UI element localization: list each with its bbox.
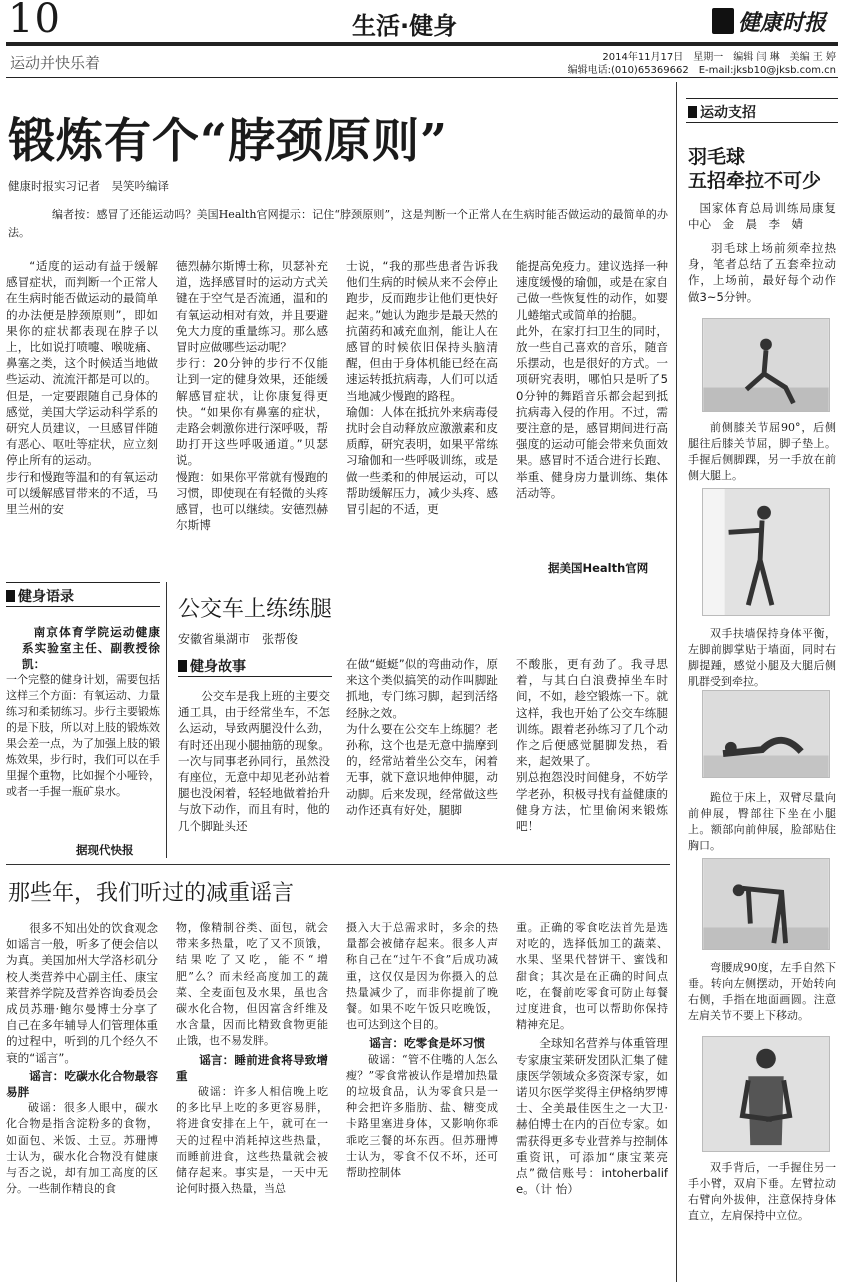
diet-col-3-text: 摄入大于总需求时，多余的热量都会被储存起来。很多人声称自己在“过午不食”后成功减重，这仅仅是因为你摄入的总热量减少了，而非你提前了晚餐。如果不吃午饭只吃晚饭，也可达到这个目的。 <box>346 921 498 1032</box>
sidebar-caption-2: 双手扶墙保持身体平衡，左脚前脚掌贴于墙面，同时右脚提踵，感觉小腿及大腿后侧肌群受到牵拉。 <box>688 627 836 688</box>
diet-title: 那些年，我们听过的减重谣言 <box>8 881 295 906</box>
diet-col-3-sub: 谣言：吃零食是坏习惯 <box>369 1036 486 1051</box>
sidebar-tag: 运动支招 <box>688 102 756 122</box>
main-col-1-text: “适度的运动有益于缓解感冒症状，而判断一个正常人在生病时能否做运动的最简单的办法便是脖颈原则”，即如果你的症状都表现在脖子以上，比如说打喷嚏、喉咙痛、鼻塞之类，这个时候适当地做些运动、流流汗都是可以的。 但是，一定要跟随自己身体的感觉，美国大学运动科学系的研究人员建议，一旦感冒伴随有恶心、呕吐等症状，应立刻停止所有的运动。 步行和慢跑等温和的有氧运动可以缓解感冒带来的不适，马里兰州的安 <box>6 259 158 517</box>
diet-col-2-text: 物，像精制谷类、面包，就会带来多热量，吃了又不顶饿，结果吃了又吃，能不“增肥”么？而未经高度加工的蔬菜、全麦面包及水果，虽也含碳水化合物，但因富含纤维及水含量，因而比精致食物更能止饿，也不易发胖。 <box>176 921 328 1048</box>
bus-col-3 <box>516 656 668 856</box>
main-col-1 <box>6 258 158 576</box>
main-col-2 <box>176 258 328 576</box>
header-rule <box>6 42 838 46</box>
sub-column-label: 运动并快乐着 <box>10 54 101 72</box>
wall-stretch-figure-icon <box>703 489 829 615</box>
main-col-3-text: 士说，“我的那些患者告诉我他们生病的时候从来不会停止跑步，反而跑步让他们更快好起来。”她认为跑步是最天然的抗菌药和减充血剂，能让人在感冒的时候依旧保持头脑清醒，但由于身体机能已经在高速运转抵抗病毒，人们可以适当地减少慢跑的路程。 瑜伽：人体在抵抗外来病毒侵扰时会自动释放应激激素和皮质醇，研究表明，如果平常练习瑜伽和一些呼吸训练，或是做一些柔和的伸展运动，可以帮助缓解压力，减少头疼、感冒引起的不适，更 <box>346 259 498 517</box>
sidebar-title-1: 羽毛球 <box>688 146 746 168</box>
bus-col-1-text: 公交车是我上班的主要交通工具，由于经常坐车，不怎么运动，导致两腿没什么劲，有时还出现小腿抽筋的现象。一次与同事老孙同行，虽然没有座位，无意中却见老孙站着腿也没闲着，轻轻地做着抬升与放下动作，而且有时，他的几个脚趾头还 <box>178 689 330 833</box>
diet-col-2-body: 破谣：许多人相信晚上吃的多比早上吃的多更容易胖，将进食安排在上午，就可在一天的过程中消耗掉这些热量，而睡前进食，这些热量就会被储存起来。事实是，一天中无论何时摄入热量，当总 <box>176 1085 328 1196</box>
quote-divider <box>166 582 167 858</box>
main-col-4 <box>516 258 668 558</box>
header-rule-thin <box>6 77 838 78</box>
diet-col-3-body: 破谣：“管不住嘴的人怎么瘦？”零食常被认作是增加热量的垃圾食品，认为零食只是一种会把许多脂肪、盐、糖变成卡路里塞进身体，又影响你乖乖吃三餐的坏东西。但苏珊博士认为，零食不仅不坏，还可帮助控制体 <box>346 1052 498 1180</box>
main-col-4-text: 能提高免疫力。建议选择一种速度缓慢的瑜伽，或是在家自己做一些恢复性的动作，如婴儿蜷缩式或简单的抬腿。 此外，在家打扫卫生的同时，放一些自己喜欢的音乐，随音乐摆动，也是很好的方式。一项研究表明，哪怕只是听了50分钟的舞蹈音乐都会起到抵抗病毒入侵的作用。不过，需要注意的是，感冒期间进行高强度的运动可能会带来负面效果。感冒时不适合进行长跑、举重、健身房力量训练、集体活动等。 <box>516 259 668 500</box>
bus-story-author: 安徽省巢湖市 张帮俊 <box>178 632 299 646</box>
lunge-stretch-photo <box>702 318 830 412</box>
sidebar-caption-5: 双手背后，一手握住另一手小臂，双肩下垂。左臂拉动右臂向外拔伸，注意保持身体直立，左肩保持中立位。 <box>688 1161 836 1222</box>
masthead-logo <box>712 4 838 38</box>
quote-top-rule <box>6 582 160 583</box>
main-col-2-text: 德烈赫尔斯博士称，贝瑟补充道，选择感冒时的运动方式关键在于空气是否流通，温和的有氧运动相对有效，并且要避免大力度的重量练习。那么感冒时应做哪些运动呢？ 步行：20分钟的步行不仅能让到一定的健身效果，还能缓解感冒症状，让你康复得更快。“如果你有鼻塞的症状，走路会刺激你进行深呼吸，帮助打开这些呼吸通道。”贝瑟说。 慢跑：如果你平常就有慢跑的习惯，即使现在有轻微的头疼感冒，也可以继续。安德烈赫尔斯博 <box>176 259 328 533</box>
kneeling-figure-icon <box>703 691 829 777</box>
sidebar-title-2: 五招牵拉不可少 <box>688 170 822 192</box>
quote-tag-rule <box>6 606 160 607</box>
main-col-3 <box>346 258 498 576</box>
sidebar-divider <box>676 82 677 1282</box>
bus-story-tag: 健身故事 <box>178 656 246 676</box>
paper-name: 健康时报 <box>738 9 827 36</box>
main-source: 据美国Health官网 <box>548 561 649 575</box>
fitness-quote-tag: 健身语录 <box>6 586 74 606</box>
quote-source: 据现代快报 <box>76 843 134 857</box>
sidebar-author: 国家体育总局训练局康复中心 金 晨 李 婧 <box>688 201 836 232</box>
sidebar-caption-3: 跪位于床上，双臂尽量向前伸展，臀部往下坐在小腿上。额部向前伸展，脸部贴住胸口。 <box>688 791 836 852</box>
quote-body: 一个完整的健身计划，需要包括这样三个方面：有氧运动、力量练习和柔韧练习。步行主要锻炼的是下肢，所以对上肢的锻炼效果会差一点，为了加强上肢的锻炼效果，步行时，我们可以在手里握个重物，比如握个小哑铃，或者一手握一瓶矿泉水。 <box>6 673 160 798</box>
diet-col-1-body: 破谣：很多人眼中，碳水化合物是指含淀粉多的食物，如面包、米饭、土豆。苏珊博士认为，碳水化合物没有健康与否之说，却有加工高度的区分。一些制作精良的食 <box>6 1101 158 1196</box>
quote-speaker: 南京体育学院运动健康系实验室主任、副教授徐凯： <box>22 625 160 672</box>
diet-col-2 <box>176 920 328 1280</box>
diet-col-4-text: 重。正确的零食吃法首先是选对吃的，选择低加工的蔬菜、水果、坚果代替饼干、蜜饯和甜食；其次是在正确的时间点吃，在餐前吃零食可防止每餐过度进食，也可以帮助你保持精神充足。 <box>516 921 668 1032</box>
arm-pull-figure-icon <box>703 1037 829 1151</box>
diet-col-2-sub: 谣言：睡前进食将导致增重 <box>176 1052 328 1083</box>
diet-col-1-text: 很多不知出处的饮食观念如谣言一般，听多了便会信以为真。美国加州大学洛杉矶分校人类营养中心副主任、康宝莱营养学院及营养咨询委员会成员苏珊·鲍尔曼博士分享了自己在多年辅导人们管理体重的过程中，听到的几个经久不衰的“谣言”。 <box>6 921 158 1065</box>
main-headline: 锻炼有个“脖颈原则” <box>8 114 449 169</box>
section-title: 生活·健身 <box>352 12 458 40</box>
sidebar-top-rule <box>686 98 838 99</box>
bus-col-1 <box>178 688 330 854</box>
bus-story-title: 公交车上练练腿 <box>178 597 333 622</box>
diet-col-4-body: 全球知名营养与体重管理专家康宝莱研发团队汇集了健康医学领域众多资深专家，如诺贝尔医学奖得主伊格纳罗博士、全美最佳医生之一大卫·赫伯博士在内的百位专家。如需获得更多专业营养与控制体重资讯，可添加“康宝莱亮点”微信账号：intoherbalife。（计 怡） <box>516 1036 668 1197</box>
sidebar-tag-rule <box>686 122 838 123</box>
bus-col-2-text: 在做“蜓蜓”似的弯曲动作，原来这个类似搞笑的动作叫脚趾抓地，专门练习脚，起到活络经脉之效。 为什么要在公交车上练腿？老孙称，这个也是无意中揣摩到的，经常站着坐公交车，闲着无事，就下意识地伸伸腿，动动脚。后来发现，经常做这些动作还真有好处，腿脚 <box>346 657 498 817</box>
editor-note: 编者按：感冒了还能运动吗？美国Health官网提示：记住“脖颈原则”，这是判断一个正常人在生病时能否做运动的最简单的办法。 <box>8 208 668 239</box>
kneeling-stretch-photo <box>702 690 830 778</box>
diet-top-rule <box>6 864 670 865</box>
lunge-figure-icon <box>703 319 829 411</box>
diet-col-1 <box>6 920 158 1280</box>
sidebar-caption-4: 弯腰成90度，左手自然下垂。转向左侧摆动，开始转向右侧，手指在地面画圆。注意左肩关节不要上下移动。 <box>688 961 836 1022</box>
sidebar-caption-1: 前侧膝关节屈90°，后侧腿往后膝关节屈，脚子垫上。手握后侧脚踝，另一手放在前侧大腿上。 <box>688 421 836 482</box>
diet-col-3 <box>346 920 498 1280</box>
story-tag-rule <box>178 676 332 677</box>
sidebar-intro: 羽毛球上场前须牵拉热身，笔者总结了五套牵拉动作，上场前，最好每个动作做3~5分钟。 <box>688 241 836 304</box>
bend-figure-icon <box>703 859 829 949</box>
date-editor-line: 2014年11月17日 星期一 编辑 闫 琳 美编 王 婷 <box>602 52 836 63</box>
arm-pull-photo <box>702 1036 830 1152</box>
contact-line: 编辑电话:(010)65369662 E-mail:jksb10@jksb.com.cn <box>567 65 836 76</box>
bus-col-3-text: 不酸胀，更有劲了。我寻思着，与其白白浪费掉坐车时间，不如，趁空锻炼一下。就这样，我也开始了公交车练腿训练。跟着老孙练习了几个动作之后便感觉腿脚发热，看来，起效果了。 别总抱怨没时间健身，不妨学学老孙，积极寻找有益健康的健身方法，忙里偷闲来锻炼吧！ <box>516 657 668 834</box>
page-number: 10 <box>8 0 61 42</box>
main-byline: 健康时报实习记者 吴笑吟编译 <box>8 179 169 193</box>
bend-circle-photo <box>702 858 830 950</box>
diet-col-1-sub: 谣言：吃碳水化合物最容易胖 <box>6 1068 158 1100</box>
diet-col-4 <box>516 920 668 1280</box>
wall-calf-stretch-photo <box>702 488 830 616</box>
bus-col-2 <box>346 656 498 856</box>
logo-mark-icon <box>712 8 734 34</box>
